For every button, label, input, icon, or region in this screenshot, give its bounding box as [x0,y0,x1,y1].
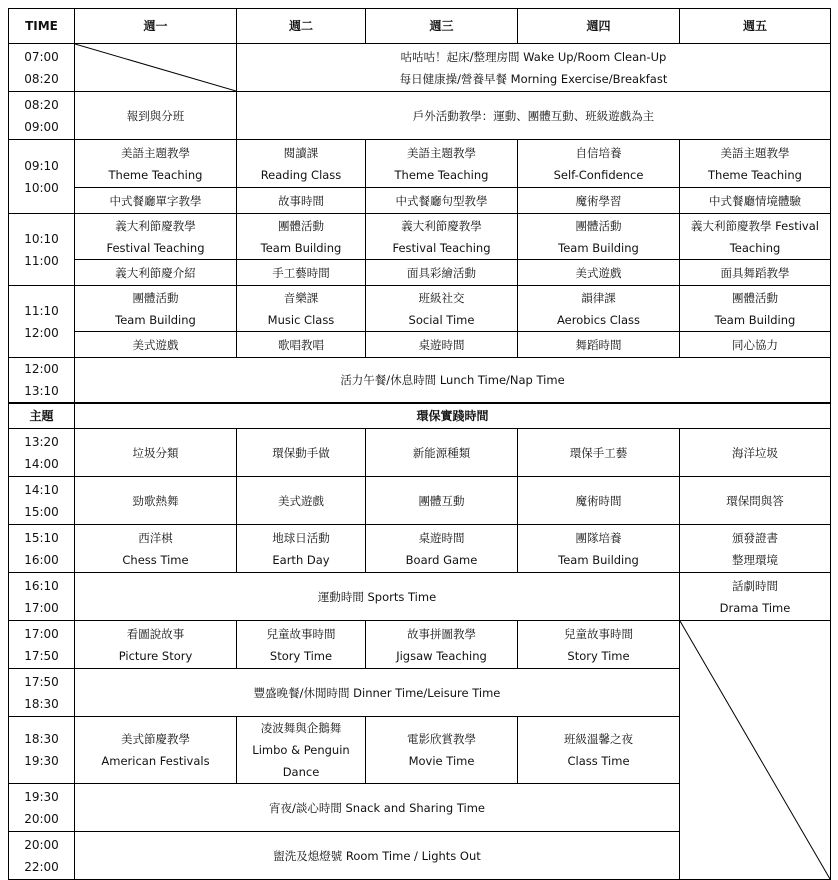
cell-line: 整理環境 [732,552,778,567]
cell-line: 話劇時間 [732,578,778,593]
time-end: 19:30 [24,754,59,768]
schedule-cell: 故事時間 [237,188,366,214]
schedule-table [8,8,831,880]
time-end: 22:00 [24,859,59,874]
schedule-cell: 新能源種類 [366,429,518,477]
cell-line: 兒童故事時間 [266,626,336,641]
schedule-cell: 美式遊戲 [75,332,237,358]
time-cell [9,140,75,214]
cell-line: Team Building [115,312,196,327]
schedule-cell: 中式餐廳句型教學 [366,188,518,214]
cell-line: Chess Time [122,552,189,567]
cell-line: Self-Confidence [553,167,644,182]
schedule-cell: 桌遊時間 [366,332,518,358]
time-end: 09:00 [24,119,59,134]
cell-line: 兒童故事時間 [564,626,633,641]
time-start: 10:10 [24,231,59,246]
wake-up-cell [237,44,831,92]
time-end: 17:50 [24,648,59,663]
time-end: 15:00 [24,504,59,519]
day-header-thu: 週四 [518,9,680,44]
time-cell [9,621,75,669]
schedule-cell [75,286,237,332]
time-end: 14:00 [24,456,59,471]
schedule-cell: 面具彩繪活動 [366,260,518,286]
table-row [9,44,831,92]
day-header-wed: 週三 [366,9,518,44]
schedule-cell [237,717,366,784]
cell-line: Earth Day [272,552,330,567]
schedule-cell: 歌唱教唱 [237,332,366,358]
cell-line: 自信培養 [575,145,622,160]
schedule-cell [518,717,680,784]
cell-line: 義大利節慶教學 [115,218,196,233]
schedule-cell [237,525,366,573]
empty-diagonal-cell [75,44,237,92]
cell-line: Limbo & Penguin [252,743,350,757]
time-end: 16:00 [24,552,59,567]
table-row [9,286,831,332]
table-row [9,477,831,525]
day-header-tue: 週二 [237,9,366,44]
cell-line: 團體活動 [575,218,622,233]
cell-line: Jigsaw Teaching [396,648,487,663]
schedule-cell: 義大利節慶介紹 [75,260,237,286]
cell-line: Team Building [558,240,639,255]
time-cell [9,44,75,92]
schedule-cell: 團體互動 [366,477,518,525]
table-row [9,358,831,404]
cell-line: 故事拼圖教學 [407,626,476,641]
cell-line: 地球日活動 [272,530,330,545]
table-row [9,214,831,260]
schedule-cell [366,140,518,188]
schedule-cell [518,286,680,332]
table-row [9,188,831,214]
time-end: 08:20 [24,71,59,86]
cell-line: American Festivals [101,754,210,768]
theme-label: 主題 [9,403,75,429]
cell-line: 團體活動 [732,290,778,305]
schedule-cell [75,525,237,573]
table-row [9,140,831,188]
time-start: 13:20 [24,434,59,449]
schedule-cell: 環保手工藝 [518,429,680,477]
cell-line: 義大利節慶教學 [401,218,482,233]
schedule-cell: 美式遊戲 [237,477,366,525]
schedule-cell: 手工藝時間 [237,260,366,286]
schedule-sheet [8,8,831,880]
time-end: 10:00 [24,180,59,195]
time-cell [9,525,75,573]
cell-line: Dance [282,765,320,779]
cell-line: 美語主題教學 [121,145,190,160]
sports-time-cell: 運動時間 Sports Time [75,573,680,621]
schedule-cell [518,214,680,260]
cell-line: Picture Story [118,648,193,663]
time-cell [9,92,75,140]
cell-line: Story Time [567,648,630,663]
cell-line: Board Game [405,552,478,567]
day-header-fri: 週五 [680,9,831,44]
cell-line: 咕咕咕！起床/整理房間 Wake Up/Room Clean-Up [400,49,667,64]
cell-line: Story Time [269,648,333,663]
section-title: 環保實踐時間 [75,403,831,429]
schedule-cell [518,140,680,188]
schedule-cell: 魔術時間 [518,477,680,525]
schedule-cell [680,214,831,260]
dinner-cell: 豐盛晚餐/休閒時間 Dinner Time/Leisure Time [75,669,680,717]
cell-line: 頒發證書 [732,530,778,545]
cell-line: 班級社交 [418,290,465,305]
time-end: 17:00 [24,600,59,615]
cell-line: Social Time [408,312,475,327]
schedule-cell [237,286,366,332]
time-start: 16:10 [24,578,59,593]
snack-cell: 宵夜/談心時間 Snack and Sharing Time [75,784,680,832]
time-end: 12:00 [24,325,59,340]
time-cell [9,573,75,621]
schedule-cell [680,525,831,573]
time-start: 12:00 [24,362,59,376]
time-cell [9,286,75,358]
cell-line: Team Building [558,552,639,567]
schedule-cell [75,717,237,784]
cell-line: 韻律課 [581,290,616,305]
lunch-cell: 活力午餐/休息時間 Lunch Time/Nap Time [75,358,831,404]
schedule-cell [680,573,831,621]
table-row [9,621,831,669]
schedule-cell: 美式遊戲 [518,260,680,286]
schedule-cell: 海洋垃圾 [680,429,831,477]
cell-line: 團隊培養 [575,530,622,545]
schedule-cell [75,214,237,260]
schedule-cell [237,214,366,260]
schedule-cell: 報到與分班 [75,92,237,140]
time-start: 20:00 [24,837,59,852]
time-cell [9,832,75,880]
section-header-row [9,403,831,429]
time-cell [9,358,75,404]
schedule-cell [366,286,518,332]
header-row [9,9,831,44]
cell-line: Reading Class [260,167,342,182]
cell-line: 看圖說故事 [126,626,185,641]
outdoor-activity-cell: 戶外活動教學：運動、團體互動、班級遊戲為主 [237,92,831,140]
cell-line: 凌波舞與企鵝舞 [260,721,342,735]
time-start: 09:10 [24,158,59,173]
table-row [9,525,831,573]
lights-out-cell: 盥洗及熄燈號 Room Time / Lights Out [75,832,680,880]
schedule-cell: 中式餐廳情境體驗 [680,188,831,214]
table-row [9,92,831,140]
cell-line: Festival Teaching [392,240,491,255]
time-end: 20:00 [24,811,59,826]
empty-diagonal-cell [680,621,831,880]
time-start: 11:10 [24,303,59,318]
time-start: 17:00 [24,626,59,641]
time-cell [9,214,75,286]
schedule-cell [237,621,366,669]
time-end: 18:30 [24,696,59,711]
cell-line: Theme Teaching [394,167,489,182]
cell-line: Teaching [729,240,781,255]
schedule-cell [680,140,831,188]
schedule-cell [237,140,366,188]
schedule-cell [366,214,518,260]
schedule-cell: 面具舞蹈教學 [680,260,831,286]
cell-line: 美式節慶教學 [121,732,190,746]
time-end: 13:10 [24,384,59,398]
cell-line: Theme Teaching [708,167,802,182]
cell-line: 班級溫馨之夜 [564,732,633,746]
time-start: 18:30 [24,732,59,746]
cell-line: Class Time [567,754,630,768]
cell-line: Aerobics Class [557,312,640,327]
table-row [9,573,831,621]
cell-line: 美語主題教學 [407,145,476,160]
cell-line: 美語主題教學 [720,145,790,160]
schedule-cell: 舞蹈時間 [518,332,680,358]
cell-line: 團體活動 [278,218,324,233]
cell-line: Theme Teaching [108,167,203,182]
cell-line: 義大利節慶教學 Festival [691,218,819,233]
schedule-cell: 環保動手做 [237,429,366,477]
schedule-cell [518,525,680,573]
time-header: TIME [9,9,75,44]
schedule-cell: 同心協力 [680,332,831,358]
time-start: 07:00 [24,49,59,64]
time-cell [9,669,75,717]
cell-line: 桌遊時間 [418,530,465,545]
table-row [9,260,831,286]
schedule-cell [75,140,237,188]
schedule-cell: 中式餐廳單字教學 [75,188,237,214]
time-end: 11:00 [24,253,59,268]
time-start: 19:30 [24,789,59,804]
cell-line: 音樂課 [283,290,319,305]
schedule-cell [680,286,831,332]
schedule-cell: 垃圾分類 [75,429,237,477]
schedule-cell: 環保問與答 [680,477,831,525]
cell-line: Drama Time [719,600,791,615]
time-cell [9,717,75,784]
schedule-cell [366,525,518,573]
cell-line: 每日健康操/營養早餐 Morning Exercise/Breakfast [399,71,668,86]
time-cell [9,477,75,525]
cell-line: Movie Time [408,754,475,768]
table-row [9,429,831,477]
time-start: 17:50 [24,674,59,689]
time-start: 14:10 [24,482,59,497]
schedule-cell [518,621,680,669]
schedule-cell: 勁歌熱舞 [75,477,237,525]
cell-line: 團體活動 [132,290,179,305]
schedule-cell [366,717,518,784]
time-start: 08:20 [24,97,59,112]
cell-line: Team Building [714,312,796,327]
schedule-cell [75,621,237,669]
table-row [9,332,831,358]
time-cell [9,784,75,832]
cell-line: Festival Teaching [106,240,205,255]
day-header-mon: 週一 [75,9,237,44]
cell-line: 閱讀課 [283,145,319,160]
cell-line: 西洋棋 [138,530,173,545]
schedule-cell: 魔術學習 [518,188,680,214]
cell-line: 電影欣賞教學 [407,732,476,746]
cell-line: Team Building [260,240,342,255]
time-cell [9,429,75,477]
time-start: 15:10 [24,530,59,545]
cell-line: Music Class [267,312,335,327]
schedule-cell [366,621,518,669]
